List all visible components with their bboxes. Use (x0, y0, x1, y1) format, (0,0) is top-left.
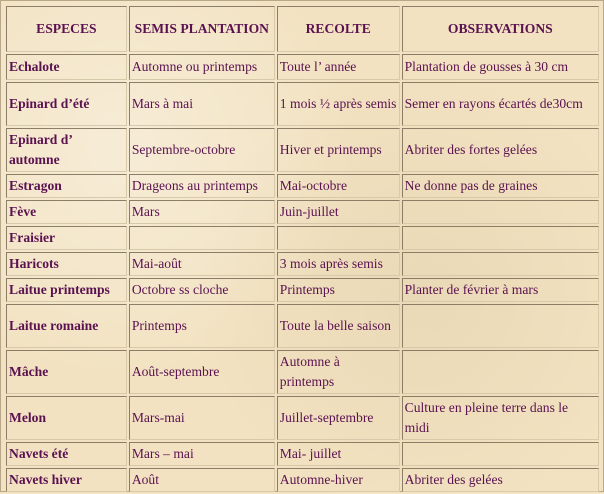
cell-semis: Mars-mai (129, 396, 275, 440)
cell-recolte: Automne à printemps (277, 350, 400, 394)
table-row (6, 200, 599, 224)
cell-recolte: Hiver et printemps (277, 128, 400, 172)
cell-recolte: Toute la belle saison (277, 304, 400, 348)
cell-recolte: Juillet-septembre (277, 396, 400, 440)
cell-observations: Abriter des gelées (402, 468, 599, 492)
cell-espece: Laitue printemps (6, 278, 127, 302)
cell-observations (402, 200, 599, 224)
cell-recolte: Printemps (277, 278, 400, 302)
cell-semis: Août-septembre (129, 350, 275, 394)
table-row (6, 174, 599, 198)
table-row (6, 82, 599, 126)
cell-espece: Epinard d’été (6, 82, 127, 126)
cell-espece: Navets été (6, 442, 127, 466)
table-row (6, 128, 599, 172)
cell-observations: Abriter des fortes gelées (402, 128, 599, 172)
cell-observations: Semer en rayons écartés de30cm (402, 82, 599, 126)
cell-observations (402, 252, 599, 276)
table-row (6, 252, 599, 276)
header-semis-plantation: SEMIS PLANTATION (129, 6, 275, 52)
cell-observations: Ne donne pas de graines (402, 174, 599, 198)
cell-espece: Mâche (6, 350, 127, 394)
header-row (6, 6, 599, 52)
table-row (6, 442, 599, 466)
cell-semis: Septembre-octobre (129, 128, 275, 172)
cell-espece: Fraisier (6, 226, 127, 250)
cell-semis: Automne ou printemps (129, 54, 275, 80)
table-row (6, 396, 599, 440)
cell-recolte (277, 226, 400, 250)
cell-espece: Echalote (6, 54, 127, 80)
table-row (6, 226, 599, 250)
cell-espece: Fève (6, 200, 127, 224)
header-observations: OBSERVATIONS (402, 6, 599, 52)
table-row (6, 350, 599, 394)
cell-observations (402, 350, 599, 394)
cell-recolte: Mai-octobre (277, 174, 400, 198)
cell-recolte: Automne-hiver (277, 468, 400, 492)
culture-table (4, 4, 601, 494)
cell-observations (402, 226, 599, 250)
header-recolte: RECOLTE (277, 6, 400, 52)
cell-semis: Août (129, 468, 275, 492)
table-row (6, 468, 599, 492)
cell-semis: Mars à mai (129, 82, 275, 126)
header-especes: ESPECES (6, 6, 127, 52)
cell-espece: Navets hiver (6, 468, 127, 492)
cell-semis: Mars – mai (129, 442, 275, 466)
cell-semis: Octobre ss cloche (129, 278, 275, 302)
cell-observations: Planter de février à mars (402, 278, 599, 302)
cell-semis: Printemps (129, 304, 275, 348)
cell-semis: Mars (129, 200, 275, 224)
cell-recolte: 1 mois ½ après semis (277, 82, 400, 126)
cell-semis: Drageons au printemps (129, 174, 275, 198)
cell-observations (402, 304, 599, 348)
cell-espece: Estragon (6, 174, 127, 198)
cell-espece: Haricots (6, 252, 127, 276)
table-row (6, 278, 599, 302)
cell-espece: Melon (6, 396, 127, 440)
cell-recolte: Mai- juillet (277, 442, 400, 466)
cell-recolte: Juin-juillet (277, 200, 400, 224)
table-row (6, 304, 599, 348)
cell-semis (129, 226, 275, 250)
cell-observations: Culture en pleine terre dans le midi (402, 396, 599, 440)
cell-recolte: 3 mois après semis (277, 252, 400, 276)
cell-semis: Mai-août (129, 252, 275, 276)
cell-recolte: Toute l’ année (277, 54, 400, 80)
cell-observations: Plantation de gousses à 30 cm (402, 54, 599, 80)
cell-espece: Laitue romaine (6, 304, 127, 348)
table-row (6, 54, 599, 80)
cell-espece: Epinard d’ automne (6, 128, 127, 172)
cell-observations (402, 442, 599, 466)
